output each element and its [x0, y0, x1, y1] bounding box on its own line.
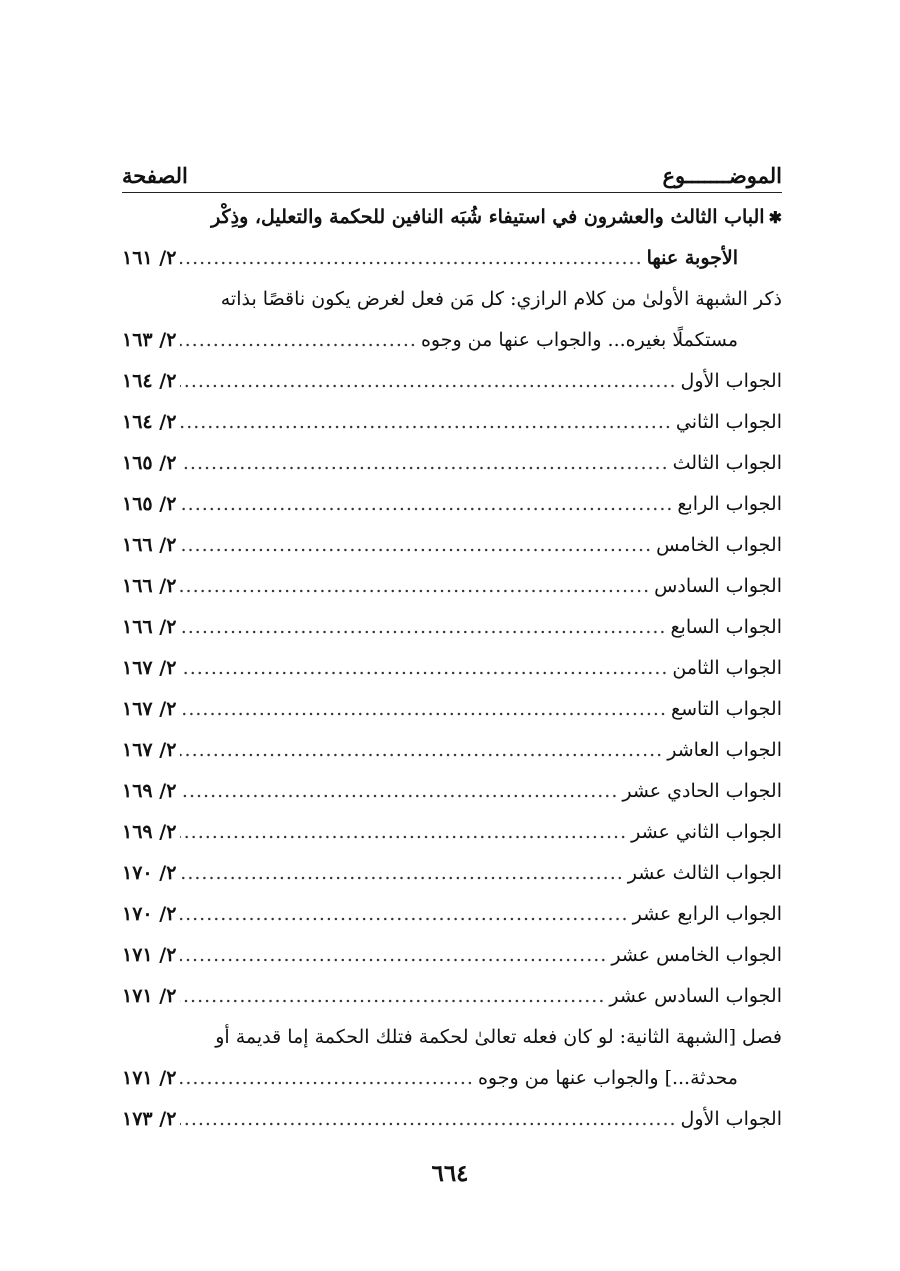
index-row	[122, 238, 782, 279]
index-row	[122, 689, 782, 730]
index-header	[122, 150, 782, 188]
index-topic-text: الجواب العاشر	[667, 739, 782, 761]
index-page-ref: ٢/ ١٧١	[122, 944, 177, 966]
index-topic	[478, 1058, 782, 1099]
leader-dots	[180, 935, 607, 976]
index-page-ref: ٢/ ١٦٧	[122, 698, 177, 720]
index-row	[122, 1017, 782, 1058]
index-row	[122, 894, 782, 935]
index-row	[122, 525, 782, 566]
index-topic	[681, 1099, 782, 1140]
index-topic-text: الجواب السابع	[670, 616, 782, 638]
asterisk-icon: ✱	[768, 208, 782, 227]
index-row	[122, 976, 782, 1017]
leader-dots	[180, 443, 668, 484]
index-row	[122, 935, 782, 976]
page-column-heading: الصفحة	[122, 163, 188, 188]
index-topic	[215, 1017, 782, 1058]
index-topic	[421, 320, 782, 361]
leader-dots	[180, 812, 627, 853]
index-topic	[672, 648, 782, 689]
index-topic-text: الجواب الثاني عشر	[631, 821, 782, 843]
index-page-ref: ٢/ ١٦٩	[122, 821, 177, 843]
index-topic	[667, 730, 782, 771]
index-entries	[122, 197, 782, 1140]
index-row	[122, 279, 782, 320]
index-row	[122, 566, 782, 607]
index-topic-text: الأجوبة عنها	[646, 247, 738, 269]
index-topic	[671, 689, 782, 730]
index-topic-text: ذكر الشبهة الأولىٰ من كلام الرازي: كل مَن فعل لغرض يكون ناقصًا بذاته	[220, 288, 782, 310]
page-number: ٦٦٤	[431, 1160, 469, 1187]
index-page	[122, 150, 782, 1140]
index-page-ref: ٢/ ١٦٤	[122, 370, 177, 392]
index-topic	[677, 484, 782, 525]
topic-column-heading: الموضـــــــوع	[662, 163, 782, 188]
leader-dots	[180, 484, 673, 525]
index-topic-text: الجواب الخامس	[656, 534, 782, 556]
index-topic	[609, 976, 782, 1017]
index-row	[122, 648, 782, 689]
index-topic-text: محدثة...] والجواب عنها من وجوه	[477, 1067, 738, 1089]
index-page-ref: ٢/ ١٦٦	[122, 616, 177, 638]
index-topic	[611, 935, 782, 976]
index-topic-text: الجواب الثاني	[675, 411, 782, 433]
index-page-ref: ٢/ ١٦١	[122, 247, 177, 269]
index-row	[122, 197, 782, 238]
index-topic	[676, 402, 782, 443]
index-row	[122, 1099, 782, 1140]
index-page-ref: ٢/ ١٦٦	[122, 534, 177, 556]
leader-dots	[180, 853, 623, 894]
index-topic	[681, 361, 782, 402]
index-topic	[670, 607, 782, 648]
index-topic-text: الجواب السادس	[654, 575, 782, 597]
index-page-ref: ٢/ ١٦٧	[122, 657, 177, 679]
leader-dots	[180, 730, 663, 771]
index-topic-text: الجواب التاسع	[671, 698, 782, 720]
index-topic	[656, 525, 782, 566]
leader-dots	[180, 238, 642, 279]
index-page-ref: ٢/ ١٦٣	[122, 329, 177, 351]
index-row	[122, 320, 782, 361]
index-row	[122, 1058, 782, 1099]
leader-dots	[180, 607, 666, 648]
leader-dots	[180, 1099, 676, 1140]
index-page-ref: ٢/ ١٧٠	[122, 862, 177, 884]
index-topic-text: فصل [الشبهة الثانية: لو كان فعله تعالىٰ لحكمة فتلك الحكمة إما قديمة أو	[215, 1026, 782, 1048]
index-topic-text: الجواب الحادي عشر	[622, 780, 782, 802]
index-page-ref: ٢/ ١٦٤	[122, 411, 177, 433]
leader-dots	[180, 771, 618, 812]
index-page-ref: ٢/ ١٦٧	[122, 739, 177, 761]
leader-dots	[180, 361, 676, 402]
index-topic	[673, 443, 782, 484]
index-topic-text: الجواب الثالث	[672, 452, 782, 474]
index-row	[122, 361, 782, 402]
index-page-ref: ٢/ ١٧٣	[122, 1108, 177, 1130]
leader-dots	[180, 320, 417, 361]
index-topic	[211, 197, 782, 238]
index-topic-text: الجواب الرابع	[677, 493, 782, 515]
leader-dots	[180, 402, 672, 443]
index-row	[122, 607, 782, 648]
index-page-ref: ٢/ ١٧١	[122, 1067, 177, 1089]
index-page-ref: ٢/ ١٧٠	[122, 903, 177, 925]
leader-dots	[180, 1058, 474, 1099]
index-topic-text: الباب الثالث والعشرون في استيفاء شُبَه النافين للحكمة والتعليل، وذِكْر	[211, 206, 765, 228]
index-topic	[647, 238, 782, 279]
index-topic-text: الجواب الخامس عشر	[611, 944, 782, 966]
index-topic	[622, 771, 782, 812]
leader-dots	[180, 689, 667, 730]
leader-dots	[180, 566, 650, 607]
index-topic	[654, 566, 782, 607]
index-topic-text: الجواب الثالث عشر	[627, 862, 782, 884]
index-row	[122, 771, 782, 812]
index-topic	[633, 894, 782, 935]
index-row	[122, 730, 782, 771]
index-topic-text: الجواب الثامن	[672, 657, 782, 679]
index-topic	[631, 812, 782, 853]
index-topic-text: الجواب السادس عشر	[609, 985, 782, 1007]
leader-dots	[180, 976, 605, 1017]
index-row	[122, 853, 782, 894]
index-topic-text: الجواب الرابع عشر	[632, 903, 782, 925]
index-row	[122, 484, 782, 525]
leader-dots	[180, 648, 668, 689]
index-page-ref: ٢/ ١٧١	[122, 985, 177, 1007]
index-row	[122, 812, 782, 853]
index-page-ref: ٢/ ١٦٦	[122, 575, 177, 597]
index-row	[122, 443, 782, 484]
header-divider	[122, 192, 782, 193]
index-page-ref: ٢/ ١٦٩	[122, 780, 177, 802]
index-topic-text: مستكملًا بغيره... والجواب عنها من وجوه	[420, 329, 738, 351]
index-row	[122, 402, 782, 443]
index-page-ref: ٢/ ١٦٥	[122, 493, 177, 515]
index-topic-text: الجواب الأول	[680, 370, 782, 392]
index-topic	[221, 279, 782, 320]
leader-dots	[180, 894, 628, 935]
index-topic	[628, 853, 782, 894]
index-topic-text: الجواب الأول	[680, 1108, 782, 1130]
index-page-ref: ٢/ ١٦٥	[122, 452, 177, 474]
leader-dots	[180, 525, 652, 566]
